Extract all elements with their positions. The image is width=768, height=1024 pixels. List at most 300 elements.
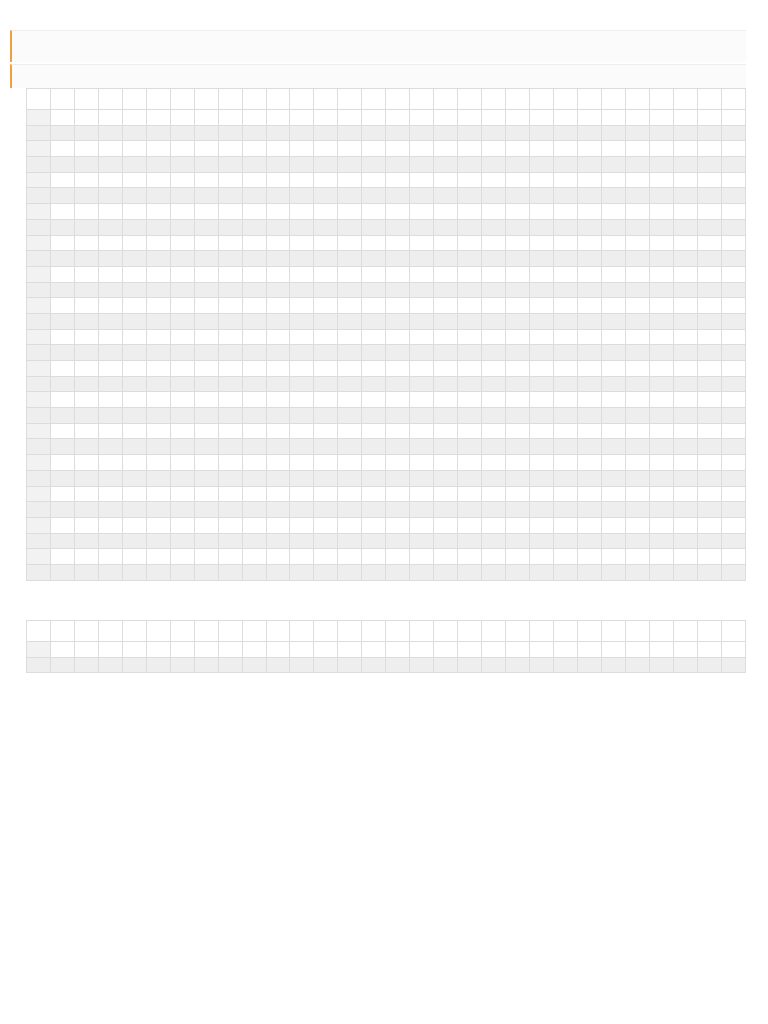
table-cell[interactable] xyxy=(242,125,266,141)
table-cell[interactable] xyxy=(362,549,386,565)
table-cell[interactable] xyxy=(721,423,745,439)
table-cell[interactable] xyxy=(601,329,625,345)
table-cell[interactable] xyxy=(194,502,218,518)
table-cell[interactable] xyxy=(673,642,697,658)
table-cell[interactable] xyxy=(482,125,506,141)
table-cell[interactable] xyxy=(697,486,721,502)
table-cell[interactable] xyxy=(697,157,721,173)
table-cell[interactable] xyxy=(506,282,530,298)
table-cell[interactable] xyxy=(314,235,338,251)
table-cell[interactable] xyxy=(98,329,122,345)
table-cell[interactable] xyxy=(721,549,745,565)
table-cell[interactable] xyxy=(601,361,625,377)
table-cell[interactable] xyxy=(553,266,577,282)
column-header[interactable] xyxy=(362,621,386,642)
table-cell[interactable] xyxy=(530,642,554,658)
table-cell[interactable] xyxy=(98,439,122,455)
table-cell[interactable] xyxy=(314,329,338,345)
column-header[interactable] xyxy=(314,89,338,110)
table-cell[interactable] xyxy=(386,361,410,377)
table-cell[interactable] xyxy=(290,125,314,141)
table-row[interactable] xyxy=(27,204,746,220)
table-cell[interactable] xyxy=(482,345,506,361)
table-cell[interactable] xyxy=(625,486,649,502)
row-number[interactable] xyxy=(27,564,51,580)
table-cell[interactable] xyxy=(434,251,458,267)
table-cell[interactable] xyxy=(482,517,506,533)
table-cell[interactable] xyxy=(482,549,506,565)
table-cell[interactable] xyxy=(697,345,721,361)
table-cell[interactable] xyxy=(434,188,458,204)
table-cell[interactable] xyxy=(625,502,649,518)
table-cell[interactable] xyxy=(530,188,554,204)
table-row[interactable] xyxy=(27,188,746,204)
table-cell[interactable] xyxy=(577,219,601,235)
table-cell[interactable] xyxy=(721,455,745,471)
table-cell[interactable] xyxy=(410,188,434,204)
table-cell[interactable] xyxy=(530,110,554,126)
table-cell[interactable] xyxy=(266,439,290,455)
table-cell[interactable] xyxy=(530,486,554,502)
table-cell[interactable] xyxy=(74,470,98,486)
table-cell[interactable] xyxy=(721,361,745,377)
table-cell[interactable] xyxy=(170,423,194,439)
table-cell[interactable] xyxy=(625,188,649,204)
table-cell[interactable] xyxy=(625,392,649,408)
table-cell[interactable] xyxy=(673,125,697,141)
table-cell[interactable] xyxy=(218,517,242,533)
table-row[interactable] xyxy=(27,486,746,502)
table-row[interactable] xyxy=(27,564,746,580)
table-cell[interactable] xyxy=(410,125,434,141)
table-cell[interactable] xyxy=(625,125,649,141)
table-cell[interactable] xyxy=(721,345,745,361)
table-cell[interactable] xyxy=(506,345,530,361)
table-cell[interactable] xyxy=(170,376,194,392)
column-header[interactable] xyxy=(721,89,745,110)
table-cell[interactable] xyxy=(553,345,577,361)
table-cell[interactable] xyxy=(386,298,410,314)
table-cell[interactable] xyxy=(362,657,386,673)
column-header[interactable] xyxy=(673,89,697,110)
table-cell[interactable] xyxy=(434,157,458,173)
table-cell[interactable] xyxy=(98,266,122,282)
table-cell[interactable] xyxy=(242,204,266,220)
table-cell[interactable] xyxy=(122,376,146,392)
column-header[interactable] xyxy=(266,621,290,642)
table-cell[interactable] xyxy=(697,564,721,580)
table-cell[interactable] xyxy=(601,219,625,235)
table-cell[interactable] xyxy=(50,657,74,673)
table-cell[interactable] xyxy=(673,141,697,157)
table-cell[interactable] xyxy=(601,439,625,455)
table-cell[interactable] xyxy=(553,564,577,580)
table-cell[interactable] xyxy=(410,266,434,282)
table-cell[interactable] xyxy=(553,376,577,392)
table-cell[interactable] xyxy=(74,141,98,157)
table-cell[interactable] xyxy=(242,110,266,126)
table-row[interactable] xyxy=(27,141,746,157)
table-cell[interactable] xyxy=(50,564,74,580)
table-cell[interactable] xyxy=(122,657,146,673)
table-cell[interactable] xyxy=(649,408,673,424)
table-cell[interactable] xyxy=(338,439,362,455)
table-cell[interactable] xyxy=(362,470,386,486)
table-cell[interactable] xyxy=(170,235,194,251)
table-cell[interactable] xyxy=(146,423,170,439)
table-cell[interactable] xyxy=(218,329,242,345)
table-cell[interactable] xyxy=(601,282,625,298)
column-header[interactable] xyxy=(577,89,601,110)
table-cell[interactable] xyxy=(721,125,745,141)
table-cell[interactable] xyxy=(625,657,649,673)
table-cell[interactable] xyxy=(122,470,146,486)
table-cell[interactable] xyxy=(482,251,506,267)
table-cell[interactable] xyxy=(50,219,74,235)
column-header[interactable] xyxy=(98,621,122,642)
table-cell[interactable] xyxy=(146,204,170,220)
table-cell[interactable] xyxy=(242,282,266,298)
table-cell[interactable] xyxy=(530,172,554,188)
column-header[interactable] xyxy=(601,621,625,642)
table-cell[interactable] xyxy=(386,392,410,408)
table-cell[interactable] xyxy=(410,439,434,455)
table-cell[interactable] xyxy=(362,408,386,424)
table-cell[interactable] xyxy=(697,251,721,267)
table-cell[interactable] xyxy=(601,157,625,173)
row-number[interactable] xyxy=(27,298,51,314)
table-cell[interactable] xyxy=(458,657,482,673)
table-cell[interactable] xyxy=(410,376,434,392)
table-cell[interactable] xyxy=(553,657,577,673)
table-cell[interactable] xyxy=(697,392,721,408)
table-cell[interactable] xyxy=(314,533,338,549)
table-cell[interactable] xyxy=(697,141,721,157)
table-cell[interactable] xyxy=(458,470,482,486)
table-cell[interactable] xyxy=(410,204,434,220)
table-cell[interactable] xyxy=(50,345,74,361)
row-number[interactable] xyxy=(27,455,51,471)
table-cell[interactable] xyxy=(482,376,506,392)
table-cell[interactable] xyxy=(530,439,554,455)
table-cell[interactable] xyxy=(266,110,290,126)
table-cell[interactable] xyxy=(577,549,601,565)
table-cell[interactable] xyxy=(625,313,649,329)
table-cell[interactable] xyxy=(146,549,170,565)
column-header[interactable] xyxy=(98,89,122,110)
table-cell[interactable] xyxy=(482,329,506,345)
table-cell[interactable] xyxy=(218,408,242,424)
table-cell[interactable] xyxy=(721,188,745,204)
table-cell[interactable] xyxy=(530,219,554,235)
table-cell[interactable] xyxy=(649,361,673,377)
table-cell[interactable] xyxy=(98,486,122,502)
table-cell[interactable] xyxy=(649,329,673,345)
table-cell[interactable] xyxy=(98,345,122,361)
table-cell[interactable] xyxy=(170,110,194,126)
table-cell[interactable] xyxy=(266,423,290,439)
table-cell[interactable] xyxy=(242,361,266,377)
row-number[interactable] xyxy=(27,251,51,267)
table-cell[interactable] xyxy=(625,470,649,486)
table-cell[interactable] xyxy=(314,455,338,471)
table-cell[interactable] xyxy=(458,329,482,345)
table-cell[interactable] xyxy=(266,533,290,549)
table-cell[interactable] xyxy=(506,642,530,658)
table-cell[interactable] xyxy=(697,204,721,220)
table-cell[interactable] xyxy=(338,517,362,533)
row-number[interactable] xyxy=(27,376,51,392)
table-cell[interactable] xyxy=(386,329,410,345)
table-cell[interactable] xyxy=(458,251,482,267)
table-cell[interactable] xyxy=(530,455,554,471)
table-cell[interactable] xyxy=(625,219,649,235)
table-cell[interactable] xyxy=(601,376,625,392)
table-cell[interactable] xyxy=(170,549,194,565)
table-cell[interactable] xyxy=(410,549,434,565)
table-cell[interactable] xyxy=(601,251,625,267)
column-header[interactable] xyxy=(482,89,506,110)
table-cell[interactable] xyxy=(386,204,410,220)
table-cell[interactable] xyxy=(194,266,218,282)
table-cell[interactable] xyxy=(50,455,74,471)
table-cell[interactable] xyxy=(697,329,721,345)
table-cell[interactable] xyxy=(506,141,530,157)
table-cell[interactable] xyxy=(553,408,577,424)
table-cell[interactable] xyxy=(673,502,697,518)
table-cell[interactable] xyxy=(386,188,410,204)
table-cell[interactable] xyxy=(194,657,218,673)
table-cell[interactable] xyxy=(338,502,362,518)
table-cell[interactable] xyxy=(482,266,506,282)
table-cell[interactable] xyxy=(506,188,530,204)
table-cell[interactable] xyxy=(577,361,601,377)
table-cell[interactable] xyxy=(122,549,146,565)
table-cell[interactable] xyxy=(458,282,482,298)
table-cell[interactable] xyxy=(266,313,290,329)
table-cell[interactable] xyxy=(506,533,530,549)
table-cell[interactable] xyxy=(386,219,410,235)
table-cell[interactable] xyxy=(434,345,458,361)
table-cell[interactable] xyxy=(434,172,458,188)
table-cell[interactable] xyxy=(601,172,625,188)
column-header[interactable] xyxy=(649,89,673,110)
table-cell[interactable] xyxy=(506,439,530,455)
row-number[interactable] xyxy=(27,549,51,565)
table-cell[interactable] xyxy=(266,204,290,220)
table-cell[interactable] xyxy=(314,251,338,267)
table-cell[interactable] xyxy=(362,455,386,471)
table-cell[interactable] xyxy=(242,345,266,361)
table-cell[interactable] xyxy=(482,533,506,549)
row-number[interactable] xyxy=(27,517,51,533)
column-header[interactable] xyxy=(218,621,242,642)
table-cell[interactable] xyxy=(242,266,266,282)
table-cell[interactable] xyxy=(242,533,266,549)
column-header[interactable] xyxy=(530,621,554,642)
table-cell[interactable] xyxy=(338,251,362,267)
table-cell[interactable] xyxy=(673,549,697,565)
table-cell[interactable] xyxy=(410,172,434,188)
table-cell[interactable] xyxy=(649,549,673,565)
table-cell[interactable] xyxy=(458,266,482,282)
table-cell[interactable] xyxy=(218,549,242,565)
table-cell[interactable] xyxy=(218,455,242,471)
table-row[interactable] xyxy=(27,502,746,518)
table-cell[interactable] xyxy=(410,361,434,377)
table-cell[interactable] xyxy=(697,642,721,658)
table-cell[interactable] xyxy=(434,141,458,157)
table-cell[interactable] xyxy=(338,125,362,141)
table-cell[interactable] xyxy=(170,657,194,673)
table-cell[interactable] xyxy=(290,188,314,204)
column-header[interactable] xyxy=(625,89,649,110)
table-cell[interactable] xyxy=(170,408,194,424)
table-cell[interactable] xyxy=(649,282,673,298)
table-cell[interactable] xyxy=(362,486,386,502)
table-cell[interactable] xyxy=(242,455,266,471)
row-number[interactable] xyxy=(27,157,51,173)
table-cell[interactable] xyxy=(146,408,170,424)
table-cell[interactable] xyxy=(601,642,625,658)
table-cell[interactable] xyxy=(338,204,362,220)
table-cell[interactable] xyxy=(506,125,530,141)
row-number[interactable] xyxy=(27,361,51,377)
column-header[interactable] xyxy=(170,89,194,110)
table-cell[interactable] xyxy=(434,564,458,580)
table-cell[interactable] xyxy=(577,470,601,486)
table-cell[interactable] xyxy=(649,486,673,502)
table-cell[interactable] xyxy=(721,235,745,251)
table-cell[interactable] xyxy=(577,313,601,329)
table-cell[interactable] xyxy=(314,282,338,298)
table-cell[interactable] xyxy=(218,642,242,658)
table-cell[interactable] xyxy=(146,251,170,267)
table-cell[interactable] xyxy=(338,345,362,361)
table-cell[interactable] xyxy=(553,204,577,220)
table-cell[interactable] xyxy=(290,376,314,392)
table-cell[interactable] xyxy=(314,439,338,455)
table-cell[interactable] xyxy=(386,313,410,329)
table-cell[interactable] xyxy=(673,110,697,126)
table-cell[interactable] xyxy=(506,204,530,220)
table-cell[interactable] xyxy=(530,517,554,533)
table-cell[interactable] xyxy=(50,408,74,424)
table-cell[interactable] xyxy=(673,204,697,220)
table-cell[interactable] xyxy=(242,329,266,345)
row-number[interactable] xyxy=(27,172,51,188)
row-number[interactable] xyxy=(27,392,51,408)
table-cell[interactable] xyxy=(194,423,218,439)
table-row[interactable] xyxy=(27,251,746,267)
table-cell[interactable] xyxy=(649,564,673,580)
column-header[interactable] xyxy=(266,89,290,110)
table-cell[interactable] xyxy=(697,313,721,329)
table-cell[interactable] xyxy=(290,533,314,549)
table-cell[interactable] xyxy=(146,329,170,345)
table-cell[interactable] xyxy=(218,125,242,141)
table-cell[interactable] xyxy=(266,549,290,565)
table-cell[interactable] xyxy=(577,502,601,518)
table-cell[interactable] xyxy=(170,470,194,486)
table-cell[interactable] xyxy=(98,657,122,673)
table-cell[interactable] xyxy=(410,251,434,267)
table-cell[interactable] xyxy=(530,657,554,673)
table-row[interactable] xyxy=(27,266,746,282)
table-cell[interactable] xyxy=(482,657,506,673)
row-number[interactable] xyxy=(27,235,51,251)
table-cell[interactable] xyxy=(386,110,410,126)
table-cell[interactable] xyxy=(194,235,218,251)
table-cell[interactable] xyxy=(362,125,386,141)
table-cell[interactable] xyxy=(577,517,601,533)
table-cell[interactable] xyxy=(386,172,410,188)
table-cell[interactable] xyxy=(721,282,745,298)
table-cell[interactable] xyxy=(290,470,314,486)
table-cell[interactable] xyxy=(290,251,314,267)
table-cell[interactable] xyxy=(673,235,697,251)
table-cell[interactable] xyxy=(410,502,434,518)
table-cell[interactable] xyxy=(553,423,577,439)
table-cell[interactable] xyxy=(673,345,697,361)
row-number[interactable] xyxy=(27,266,51,282)
table-row[interactable] xyxy=(27,361,746,377)
table-cell[interactable] xyxy=(530,251,554,267)
table-cell[interactable] xyxy=(194,642,218,658)
table-cell[interactable] xyxy=(146,172,170,188)
table-cell[interactable] xyxy=(362,251,386,267)
table-cell[interactable] xyxy=(482,157,506,173)
table-cell[interactable] xyxy=(553,533,577,549)
table-cell[interactable] xyxy=(601,125,625,141)
table-cell[interactable] xyxy=(122,392,146,408)
table-cell[interactable] xyxy=(673,657,697,673)
table-cell[interactable] xyxy=(577,657,601,673)
table-cell[interactable] xyxy=(74,313,98,329)
column-header[interactable] xyxy=(386,89,410,110)
table-cell[interactable] xyxy=(266,157,290,173)
table-cell[interactable] xyxy=(386,564,410,580)
table-cell[interactable] xyxy=(338,219,362,235)
table-cell[interactable] xyxy=(506,251,530,267)
table-cell[interactable] xyxy=(434,329,458,345)
table-cell[interactable] xyxy=(98,642,122,658)
table-cell[interactable] xyxy=(410,282,434,298)
table-cell[interactable] xyxy=(194,439,218,455)
table-cell[interactable] xyxy=(577,439,601,455)
column-header[interactable] xyxy=(146,621,170,642)
table-cell[interactable] xyxy=(577,204,601,220)
table-cell[interactable] xyxy=(146,470,170,486)
table-cell[interactable] xyxy=(410,455,434,471)
table-cell[interactable] xyxy=(50,439,74,455)
table-cell[interactable] xyxy=(386,470,410,486)
table-cell[interactable] xyxy=(122,361,146,377)
table-cell[interactable] xyxy=(506,486,530,502)
table-cell[interactable] xyxy=(98,219,122,235)
table-cell[interactable] xyxy=(649,392,673,408)
table-cell[interactable] xyxy=(218,345,242,361)
table-cell[interactable] xyxy=(314,157,338,173)
table-cell[interactable] xyxy=(74,345,98,361)
table-cell[interactable] xyxy=(482,204,506,220)
table-cell[interactable] xyxy=(194,188,218,204)
table-cell[interactable] xyxy=(194,345,218,361)
table-cell[interactable] xyxy=(410,392,434,408)
table-cell[interactable] xyxy=(625,455,649,471)
table-cell[interactable] xyxy=(314,642,338,658)
table-cell[interactable] xyxy=(721,439,745,455)
